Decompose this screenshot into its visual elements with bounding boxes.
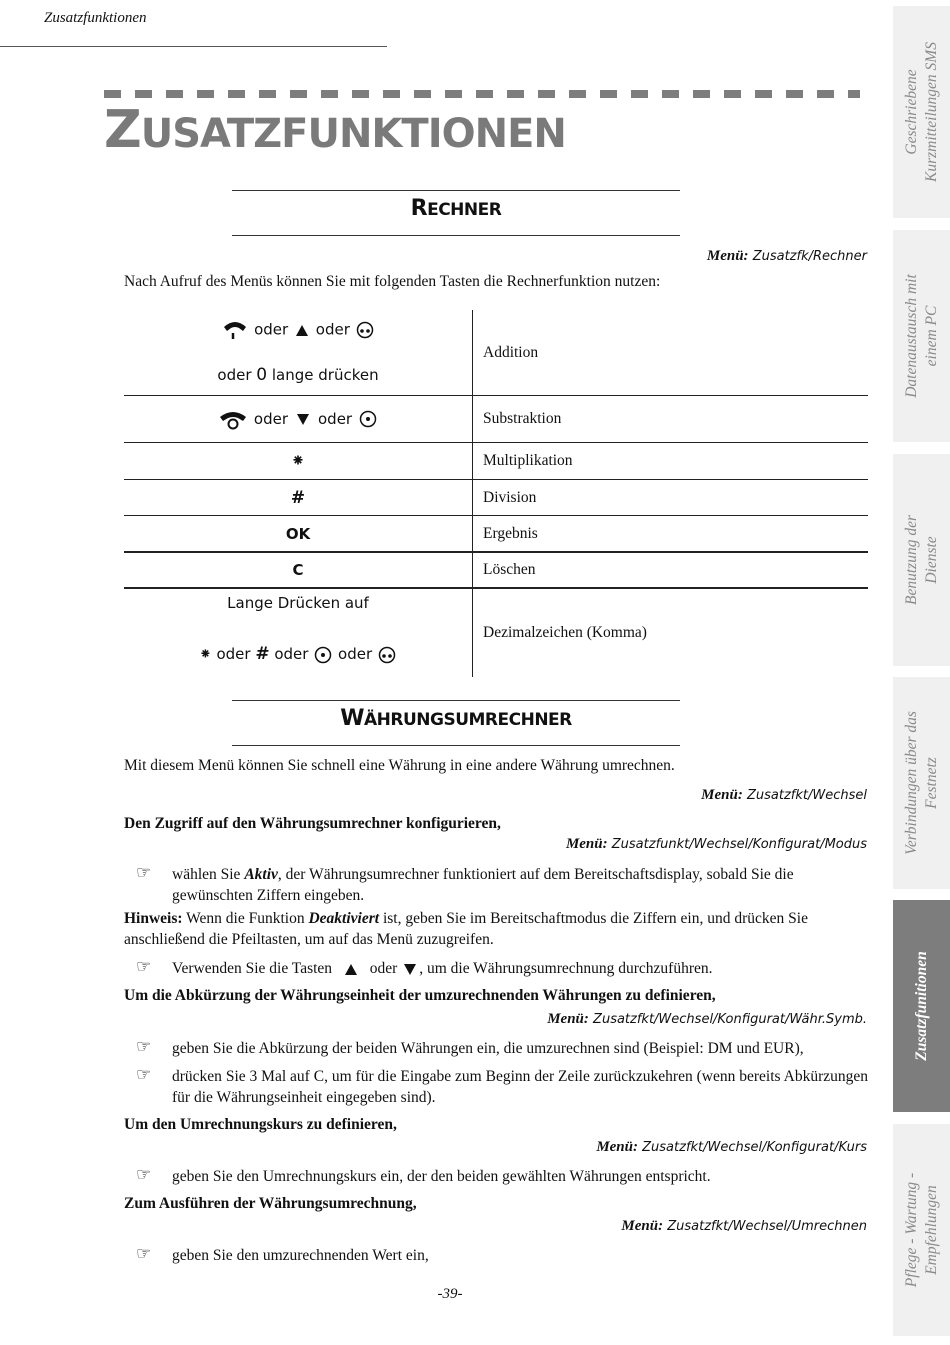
running-header: Zusatzfunktionen [44,10,147,26]
hint-paragraph: Hinweis: Wenn die Funktion Deaktiviert ist, geben Sie im Bereitschaftmodus die Ziffern ein, und drücken Sie anschließend die Pfeiltasten, um auf das Menü zuzugreifen. [124,910,808,948]
key-cell [124,480,473,515]
section-title-rechner: RECHNER [410,196,502,221]
function-cell: Addition [483,343,539,361]
key-cell [124,553,473,587]
page-title [104,100,566,160]
function-cell: Substraktion [483,410,562,427]
up-arrow-icon [336,961,366,977]
down-arrow-icon [294,411,312,427]
table-row [124,396,868,443]
menu-path-umrechnen: Menü: Zusatzfkt/Wechsel/Umrechnen [621,1218,867,1234]
nav-key-single-dot-icon [313,645,333,665]
pointing-hand-icon: ☞ [136,957,152,976]
title-dash-rule [104,90,860,98]
hangup-key-icon [218,408,248,430]
hash-key-icon: # [255,644,270,664]
key-cell [124,516,473,551]
page-number: -39- [437,1286,463,1302]
hash-key-label: # [290,487,306,508]
exec-heading: Zum Ausführen der Währungsumrechnung, [124,1195,417,1212]
table-row [124,516,868,553]
pointing-hand-icon: ☞ [136,1065,152,1084]
table-row [124,480,868,516]
bullet-press-c: drücken Sie 3 Mal auf C, um für die Eingabe zum Beginn der Zeile zurückzukehren (wenn bereits Abkürzungen für die Währungseinheit eingegeben sind). [172,1068,868,1106]
pointing-hand-icon: ☞ [136,863,152,882]
page-title-rest: USATZFUNKTIONEN [140,111,566,157]
call-key-icon [221,319,249,341]
function-cell: Multiplikation [483,452,573,469]
menu-path-rechner: Menü: Zusatzfk/Rechner [706,248,867,264]
side-tab-dienste[interactable]: Benutzung der Dienste [893,454,950,666]
c-key-label: C [292,561,304,579]
function-cell: Löschen [483,561,536,578]
side-tab-pc[interactable]: Datenaustausch mit einem PC [893,230,950,442]
bullet-arrow-keys: Verwenden Sie die Tasten oder , um die Währungsumrechnung durchzuführen. [172,960,713,977]
nav-key-single-dot-icon [358,409,378,429]
bullet-aktiv: wählen Sie Aktiv, der Währungsumrechner funktioniert auf dem Bereitschaftsdisplay, sobald Sie die gewünschten Ziffern eingeben. [172,866,794,904]
menu-path-symb: Menü: Zusatzfkt/Wechsel/Konfigurat/Währ.Symb. [547,1011,867,1027]
pointing-hand-icon: ☞ [136,1037,152,1056]
star-key-icon: ⁕ [199,645,212,663]
menu-path-kurs: Menü: Zusatzfkt/Wechsel/Konfigurat/Kurs [596,1139,867,1155]
abbr-heading: Um die Abkürzung der Währungseinheit der umzurechnenden Währungen zu definieren, [124,987,716,1004]
table-row [124,553,868,589]
waehrung-intro: Mit diesem Menü können Sie schnell eine Währung in eine andere Währung umrechnen. [124,757,675,774]
calculator-key-table [124,310,868,677]
bullet-rate: geben Sie den Umrechnungskurs ein, der den beiden gewählten Währungen entspricht. [172,1168,711,1185]
down-arrow-icon [401,961,419,977]
bullet-abbreviation: geben Sie die Abkürzung der beiden Währungen ein, die umzurechnen sind (Beispiel: DM und EUR), [172,1040,804,1057]
menu-path-modus: Menü: Zusatzfunkt/Wechsel/Konfigurat/Modus [565,836,867,852]
bullet-enter-value: geben Sie den umzurechnenden Wert ein, [172,1247,429,1264]
section-rule-top [232,700,680,701]
key-cell: oder oder [124,396,473,442]
key-cell: oder oder oder 0 lange drücken [124,310,473,395]
section-title-waehrung: WÄHRUNGSUMRECHNER [340,706,572,731]
section-rule-bottom [232,235,680,236]
side-tab-zusatz[interactable]: Zusatzfunitionen [893,900,950,1112]
key-cell [124,443,473,479]
side-tab-sms[interactable]: Geschriebene Kurzmitteilungen SMS [893,6,950,218]
ok-key-label: OK [285,524,311,543]
nav-key-double-dot-icon [377,645,397,665]
menu-path-wechsel: Menü: Zusatzfkt/Wechsel [701,787,867,803]
page-title-initial: Z [104,100,141,160]
rechner-intro: Nach Aufruf des Menüs können Sie mit folgenden Tasten die Rechnerfunktion nutzen: [124,273,661,290]
function-cell: Dezimalzeichen (Komma) [483,624,647,641]
side-tab-festnetz[interactable]: Verbindungen über das Festnetz [893,677,950,889]
star-key-label: ⁕ [290,451,306,471]
side-tab-pflege[interactable]: Pflege - Wartung - Empfehlungen [893,1124,950,1336]
function-cell: Division [483,488,537,506]
table-row [124,443,868,480]
key-cell: Lange Drücken auf ⁕ oder # oder oder [124,589,473,677]
pointing-hand-icon: ☞ [136,1165,152,1184]
table-row [124,589,868,677]
config-heading: Den Zugriff auf den Währungsumrechner konfigurieren, [124,815,501,832]
pointing-hand-icon: ☞ [136,1244,152,1263]
section-rule-top [232,190,680,191]
nav-key-double-dot-icon [355,320,375,340]
rate-heading: Um den Umrechnungskurs zu definieren, [124,1116,397,1133]
up-arrow-icon [293,322,311,338]
table-row [124,310,868,396]
header-rule [0,46,387,47]
function-cell: Ergebnis [483,524,538,542]
section-rule-bottom [232,745,680,746]
